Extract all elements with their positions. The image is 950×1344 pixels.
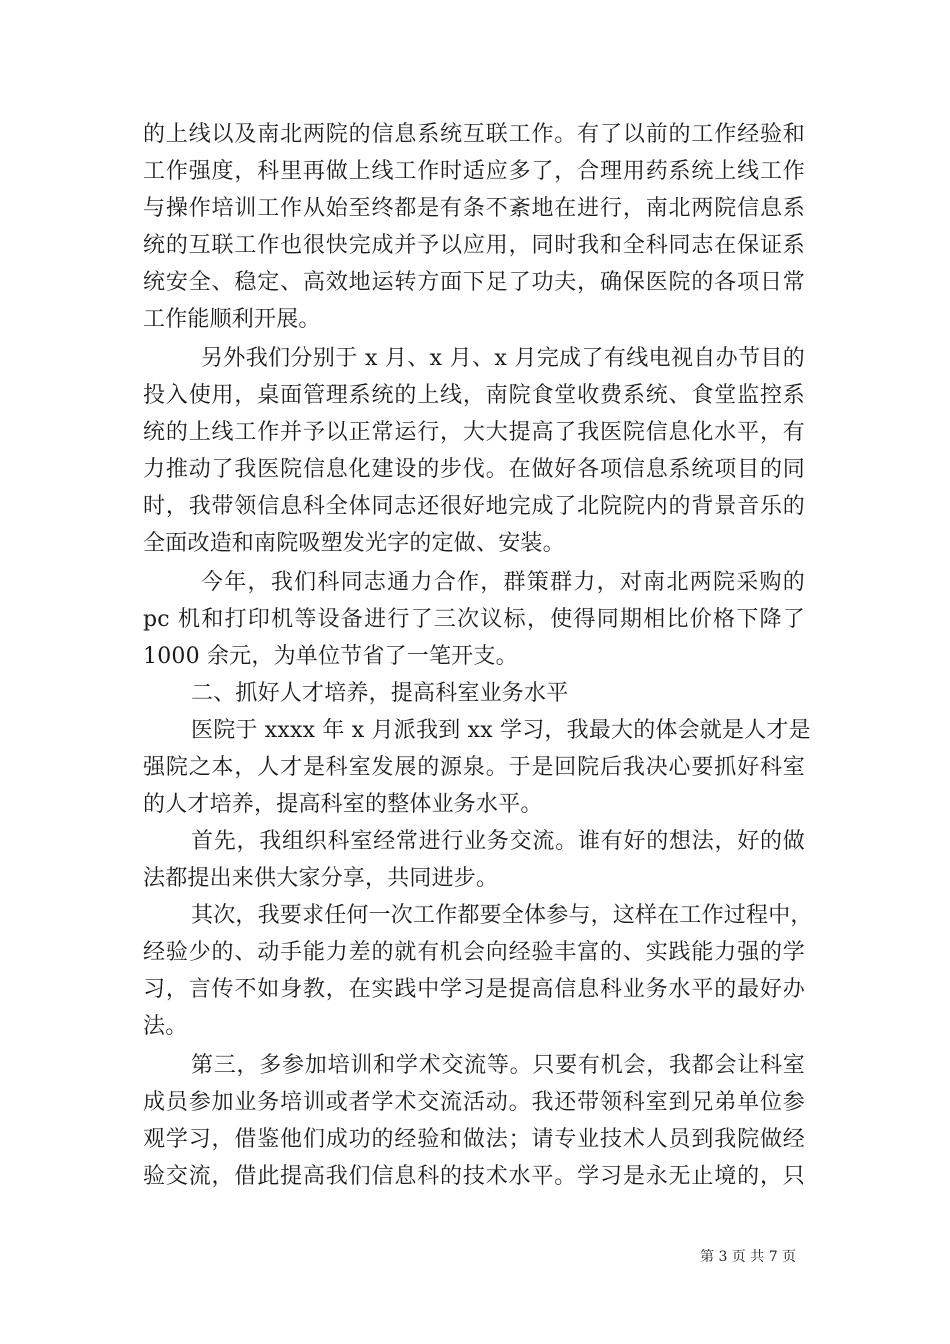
paragraph-line: pc 机和打印机等设备进行了三次议标，使得同期相比价格下降了 <box>143 607 805 632</box>
paragraph-line: 医院于 xxxx 年 x 月派我到 xx 学习，我最大的体会就是人才是 <box>191 718 811 743</box>
paragraph-line: 习，言传不如身教，在实践中学习是提高信息科业务水平的最好办 <box>143 977 805 1002</box>
paragraph-line: 的人才培养，提高科室的整体业务水平。 <box>143 792 543 817</box>
paragraph-line: 全面改造和南院吸塑发光字的定做、安装。 <box>143 531 565 556</box>
paragraph-line: 工作能顺利开展。 <box>143 307 321 332</box>
paragraph-line: 另外我们分别于 x 月、x 月、x 月完成了有线电视自办节目的 <box>201 346 805 371</box>
page-number: 第 3 页 共 7 页 <box>700 1249 797 1265</box>
paragraph-line: 工作强度，科里再做上线工作时适应多了，合理用药系统上线工作 <box>143 159 805 184</box>
paragraph-line: 观学习，借鉴他们成功的经验和做法；请专业技术人员到我院做经 <box>143 1127 805 1152</box>
paragraph-line: 时，我带领信息科全体同志还很好地完成了北院院内的背景音乐的 <box>143 494 805 519</box>
paragraph-line: 的上线以及南北两院的信息系统互联工作。有了以前的工作经验和 <box>143 122 805 147</box>
paragraph-line: 与操作培训工作从始至终都是有条不紊地在进行，南北两院信息系 <box>143 196 805 221</box>
paragraph-line: 其次，我要求任何一次工作都要全体参与，这样在工作过程中， <box>191 903 813 928</box>
section-heading: 二、抓好人才培养，提高科室业务水平 <box>191 681 569 706</box>
paragraph-line: 首先，我组织科室经常进行业务交流。谁有好的想法，好的做 <box>191 829 805 854</box>
paragraph-line: 统安全、稳定、高效地运转方面下足了功夫，确保医院的各项日常 <box>143 270 805 295</box>
paragraph-line: 今年，我们科同志通力合作，群策群力，对南北两院采购的 <box>201 570 805 595</box>
paragraph-line: 投入使用，桌面管理系统的上线，南院食堂收费系统、食堂监控系 <box>143 383 805 408</box>
paragraph-line: 统的上线工作并予以正常运行，大大提高了我医院信息化水平，有 <box>143 420 805 445</box>
paragraph-line: 经验少的、动手能力差的就有机会向经验丰富的、实践能力强的学 <box>143 940 805 965</box>
paragraph-line: 统的互联工作也很快完成并予以应用，同时我和全科同志在保证系 <box>143 233 805 258</box>
paragraph-line: 1000 余元，为单位节省了一笔开支。 <box>143 644 518 669</box>
paragraph-line: 力推动了我医院信息化建设的步伐。在做好各项信息系统项目的同 <box>143 457 805 482</box>
paragraph-line: 强院之本，人才是科室发展的源泉。于是回院后我决心要抓好科室 <box>143 755 805 780</box>
paragraph-line: 法。 <box>143 1014 188 1039</box>
paragraph-line: 法都提出来供大家分享，共同进步。 <box>143 866 499 891</box>
paragraph-line: 验交流，借此提高我们信息科的技术水平。学习是永无止境的，只 <box>143 1164 805 1189</box>
paragraph-line: 成员参加业务培训或者学术交流活动。我还带领科室到兄弟单位参 <box>143 1090 805 1115</box>
paragraph-line: 第三，多参加培训和学术交流等。只要有机会，我都会让科室 <box>191 1053 805 1078</box>
